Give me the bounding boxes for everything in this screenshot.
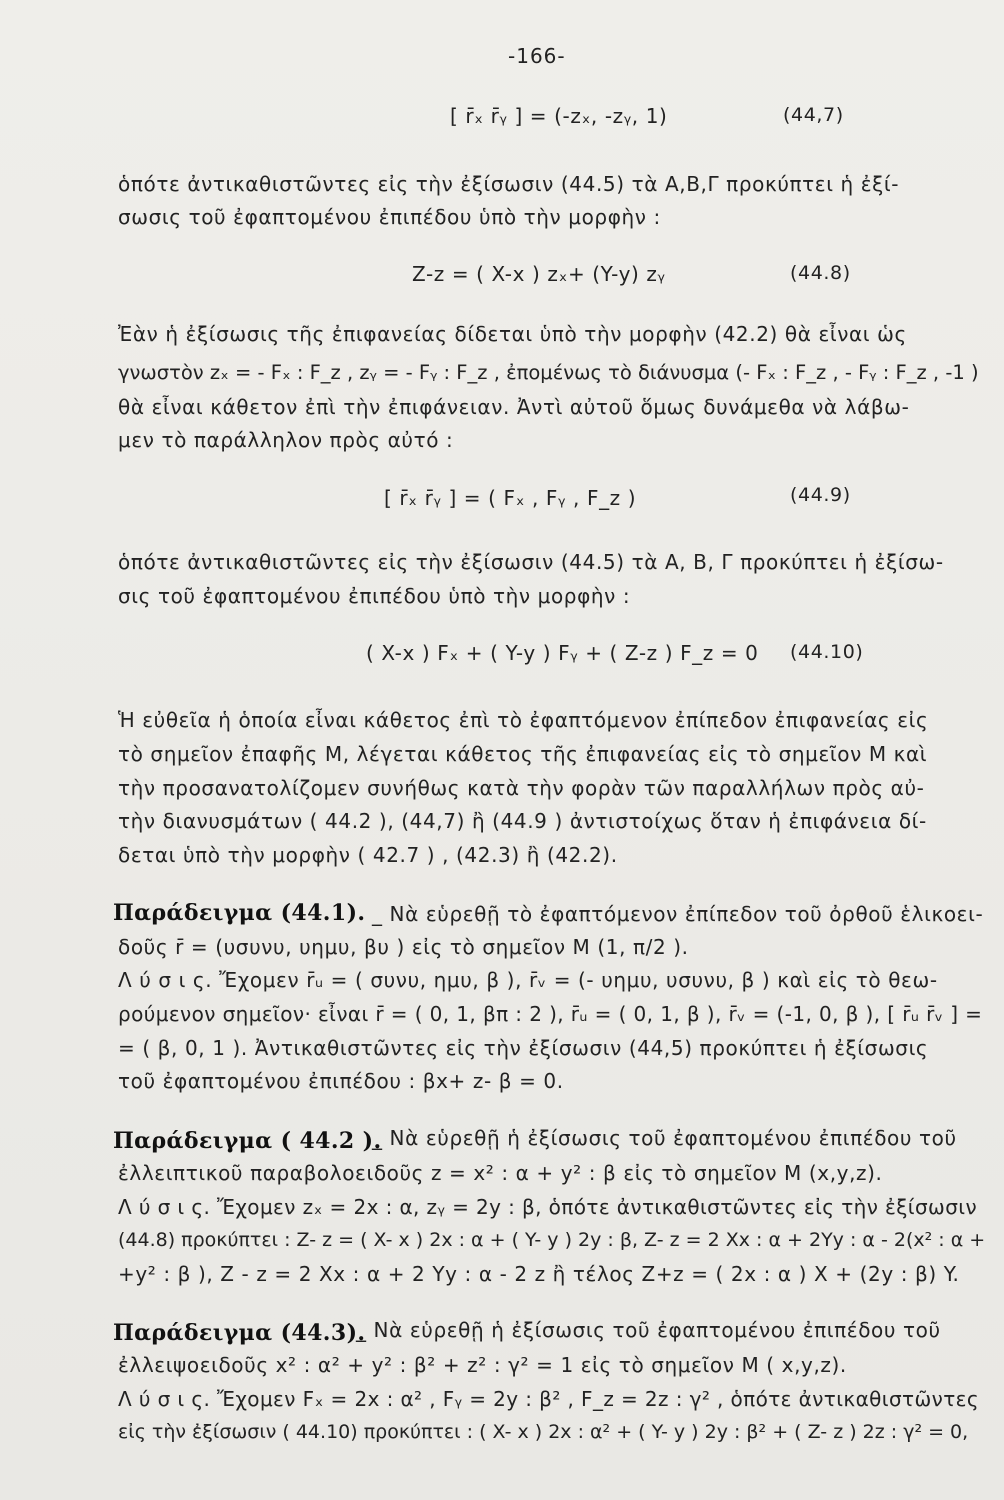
equation-number-44-10: (44.10) [790,641,864,663]
equation-44-8: Z-z = ( X-x ) zₓ+ (Y-y) zᵧ [412,262,666,286]
text-line: θὰ εἶναι κάθετον ἐπὶ τὴν ἐπιφάνειαν. Ἀντὶ αὐτοῦ ὅμως δυνάμεθα νὰ λάβω- [118,395,910,419]
equation-number-44-9: (44.9) [790,484,851,506]
text-line: δοῦς r̄ = (υσυνυ, υημυ, βυ ) εἰς τὸ σημεῖον Μ (1, π/2 ). [118,935,689,959]
example-heading: Παράδειγμα ( 44.2 ). [113,1128,382,1154]
text-line: γνωστὸν zₓ = - Fₓ : F_z , zᵧ = - Fᵧ : F_z , ἐπομένως τὸ διάνυσμα (- Fₓ : F_z , - Fᵧ : F_z , -1 ) [118,361,979,384]
text-line: μεν τὸ παράλληλον πρὸς αὐτό : [118,428,454,452]
text-line: Ἡ εὐθεῖα ἡ ὁποία εἶναι κάθετος ἐπὶ τὸ ἐφαπτόμενον ἐπίπεδον ἐπιφανείας εἰς [118,708,929,732]
text-line: ὁπότε ἀντικαθιστῶντες εἰς τὴν ἐξίσωσιν (44.5) τὰ Α,Β,Γ προκύπτει ἡ ἐξί- [118,172,900,196]
text-line: Λ ύ σ ι ς. Ἔχομεν zₓ = 2x : α, zᵧ = 2y : β, ὁπότε ἀντικαθιστῶντες εἰς τὴν ἐξίσωσιν [118,1195,978,1219]
text-line: εἰς τὴν ἐξίσωσιν ( 44.10) προκύπτει : ( X- x ) 2x : α² + ( Y- y ) 2y : β² + ( Z- z ) 2z : γ² = 0, [118,1421,969,1443]
example-heading: Παράδειγμα (44.1). [113,900,366,926]
text-line: σωσις τοῦ ἐφαπτομένου ἐπιπέδου ὑπὸ τὴν μορφὴν : [118,205,661,229]
equation-44-7: [ r̄ₓ r̄ᵧ ] = (-zₓ, -zᵧ, 1) [450,104,668,128]
text-line: Λ ύ σ ι ς. Ἔχομεν Fₓ = 2x : α² , Fᵧ = 2y : β² , F_z = 2z : γ² , ὁπότε ἀντικαθιστῶντες [118,1387,980,1411]
text-line: σις τοῦ ἐφαπτομένου ἐπιπέδου ὑπὸ τὴν μορφὴν : [118,584,631,608]
text-line: Ἐὰν ἡ ἐξίσωσις τῆς ἐπιφανείας δίδεται ὑπὸ τὴν μορφὴν (42.2) θὰ εἶναι ὡς [118,322,907,346]
text-line: _ Νὰ εὑρεθῇ τὸ ἐφαπτόμενον ἐπίπεδον τοῦ ὀρθοῦ ἑλικοει- [372,902,984,926]
text-line: ρούμενον σημεῖον· εἶναι r̄ = ( 0, 1, βπ : 2 ), r̄ᵤ = ( 0, 1, β ), r̄ᵥ = (-1, 0, β ), [ r̄ᵤ r̄ᵥ ] = [118,1002,983,1026]
page-number: -166- [508,44,566,68]
equation-number-44-7: (44,7) [783,104,844,126]
text-line: ὁπότε ἀντικαθιστῶντες εἰς τὴν ἐξίσωσιν (44.5) τὰ Α, Β, Γ προκύπτει ἡ ἐξίσω- [118,550,944,574]
text-line: = ( β, 0, 1 ). Ἀντικαθιστῶντες εἰς τὴν ἐξίσωσιν (44,5) προκύπτει ἡ ἐξίσωσις [118,1036,929,1060]
text-line: δεται ὑπὸ τὴν μορφὴν ( 42.7 ) , (42.3) ἢ (42.2). [118,843,618,867]
text-line: Λ ύ σ ι ς. Ἔχομεν r̄ᵤ = ( συνυ, ημυ, β ), r̄ᵥ = (- υημυ, υσυνυ, β ) καὶ εἰς τὸ θεω- [118,968,938,992]
text-line: _ Νὰ εὑρεθῇ ἡ ἐξίσωσις τοῦ ἐφαπτομένου ἐπιπέδου τοῦ [372,1126,957,1150]
example-heading: Παράδειγμα (44.3). [113,1320,366,1346]
equation-44-9: [ r̄ₓ r̄ᵧ ] = ( Fₓ , Fᵧ , F_z ) [384,486,637,510]
text-line: ἐλλειπτικοῦ παραβολοειδοῦς z = x² : α + y² : β εἰς τὸ σημεῖον Μ (x,y,z). [118,1161,883,1185]
equation-number-44-8: (44.8) [790,262,851,284]
text-line: τὴν διανυσμάτων ( 44.2 ), (44,7) ἢ (44.9 ) ἀντιστοίχως ὅταν ἡ ἐπιφάνεια δί- [118,809,927,833]
text-line: τὸ σημεῖον ἐπαφῆς Μ, λέγεται κάθετος τῆς ἐπιφανείας εἰς τὸ σημεῖον Μ καὶ [118,742,928,766]
equation-44-10: ( X-x ) Fₓ + ( Y-y ) Fᵧ + ( Z-z ) F_z = 0 [366,641,759,665]
text-line: τὴν προσανατολίζομεν συνήθως κατὰ τὴν φορὰν τῶν παραλλήλων πρὸς αὐ- [118,776,925,800]
text-line: +y² : β ), Z - z = 2 Xx : α + 2 Yy : α - 2 z ἢ τέλος Z+z = ( 2x : α ) X + (2y : β) Y. [118,1262,960,1286]
text-line: ἐλλειψοειδοῦς x² : α² + y² : β² + z² : γ² = 1 εἰς τὸ σημεῖον Μ ( x,y,z). [118,1353,847,1377]
text-line: _ Νὰ εὑρεθῇ ἡ ἐξίσωσις τοῦ ἐφαπτομένου ἐπιπέδου τοῦ [356,1318,941,1342]
text-line: τοῦ ἐφαπτομένου ἐπιπέδου : βx+ z- β = 0. [118,1069,564,1093]
text-line: (44.8) προκύπτει : Z- z = ( X- x ) 2x : α + ( Y- y ) 2y : β, Z- z = 2 Xx : α + 2Yy : α - 2(x² : α + [118,1229,986,1251]
